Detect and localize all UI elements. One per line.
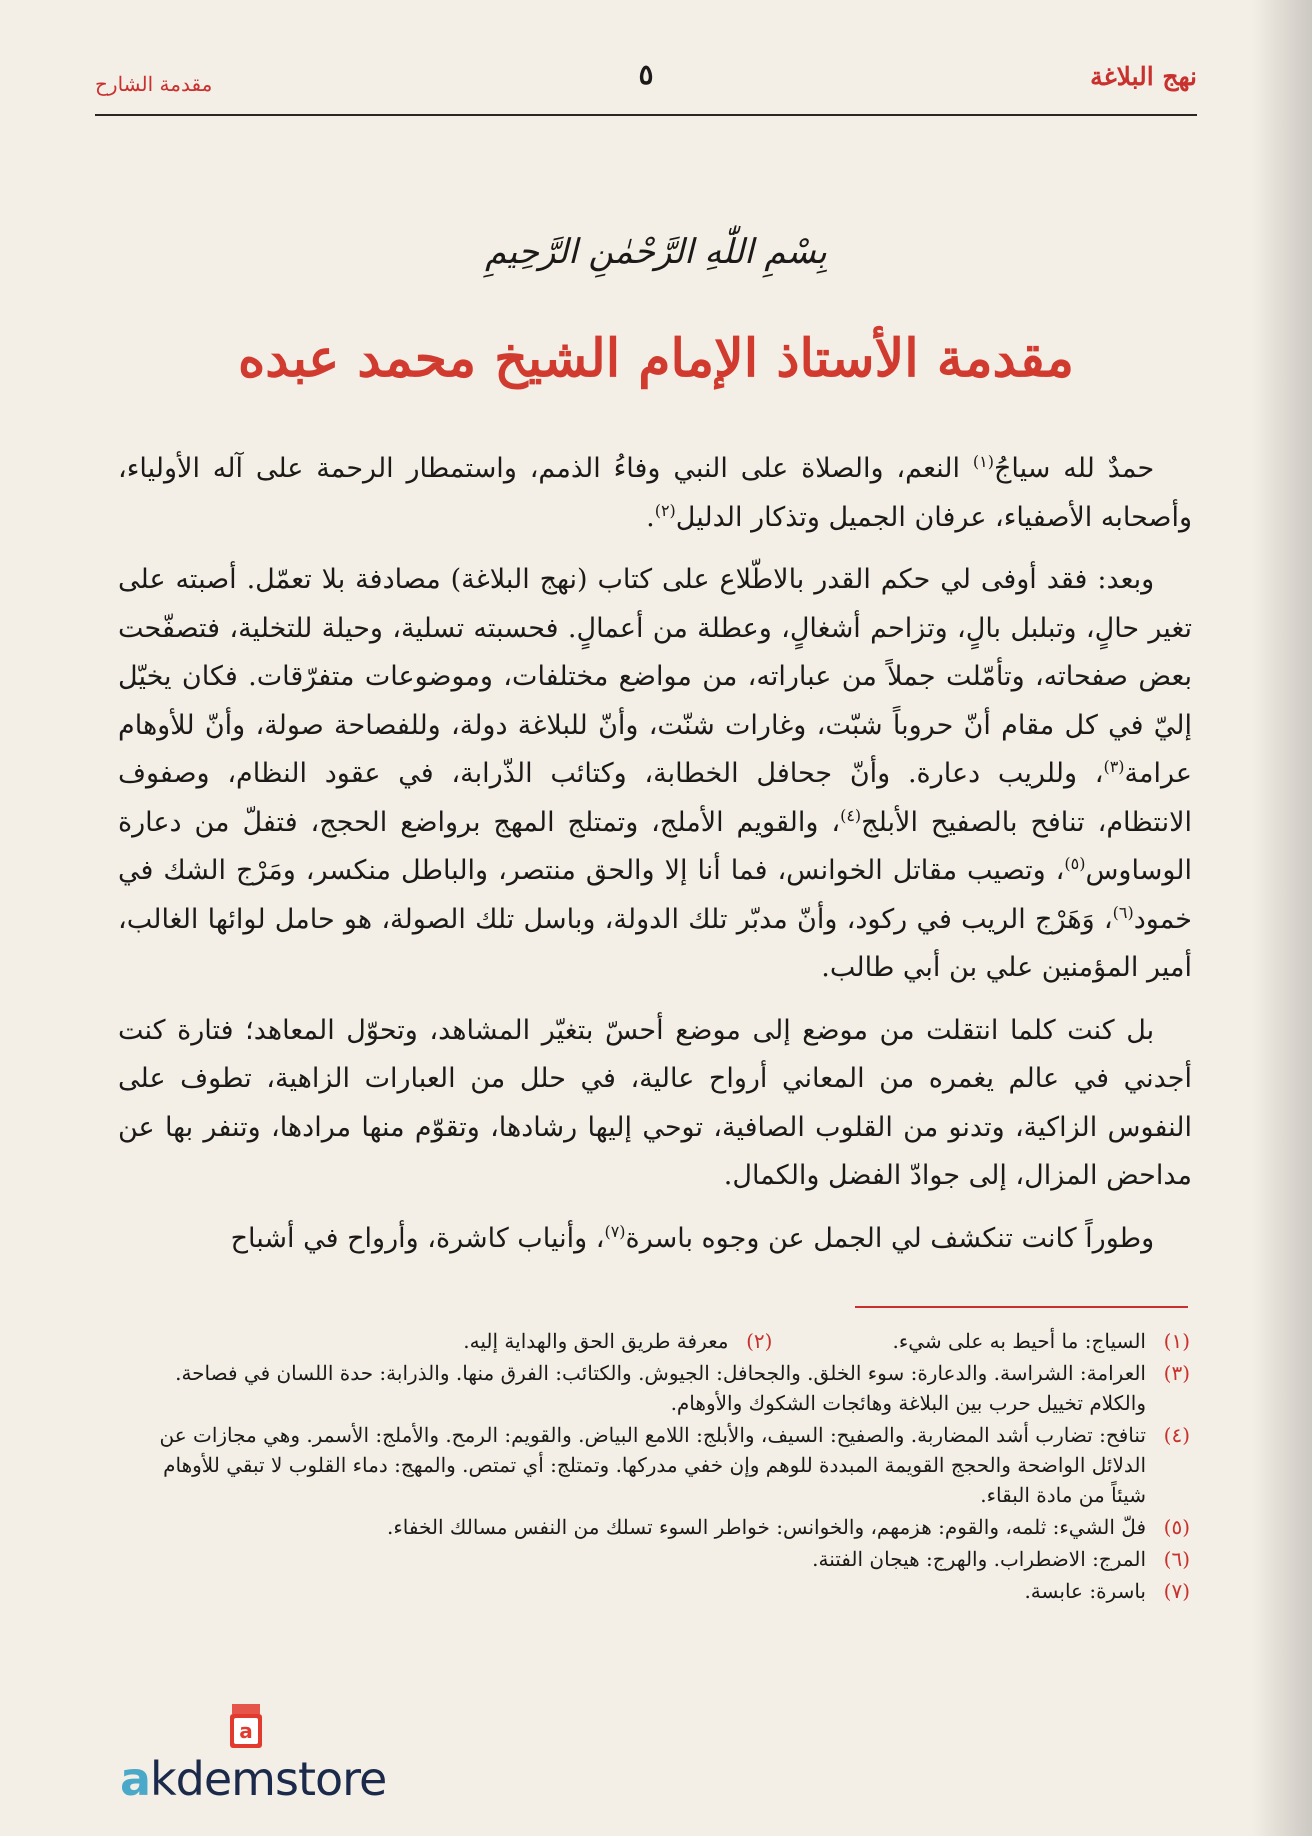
footnote-number: (٢) bbox=[746, 1329, 773, 1353]
footnote-divider bbox=[855, 1306, 1188, 1308]
footnote-text: المرج: الاضطراب. والهرج: هيجان الفتنة. bbox=[812, 1547, 1146, 1571]
footnote-row bbox=[135, 1512, 1190, 1542]
chapter-title: مقدمة الأستاذ الإمام الشيخ محمد عبده bbox=[237, 328, 1075, 389]
paragraph-text: وبعد: فقد أوفى لي حكم القدر بالاطّلاع على كتاب (نهج البلاغة) مصادفة بلا تعمّل. أصبته على تغير حالٍ، وتبلبل بالٍ، وتزاحم أشغالٍ، وعطلة من أعمالٍ. فحسبته تسلية، وحيلة للتخلية، فتصفّحت بعض صفحاته، وتأمّلت جملاً من عباراته، من مواضع مختلفات، وموضوعات متفرّقات. فكان يخيّل إليّ في كل مقام أنّ حروباً شبّت، وغارات شنّت، وأنّ للبلاغة دولة، وللفصاحة صولة، وأنّ للأوهام عرامة bbox=[118, 564, 1192, 789]
body-paragraph bbox=[118, 1007, 1192, 1201]
footnote-reference: (١) bbox=[972, 452, 994, 471]
paragraph-text: ، وَهَرْج الريب في ركود، وأنّ مدبّر تلك الدولة، وباسل تلك الصولة، هو حامل لوائها الغالب، أمير المؤمنين علي بن أبي طالب. bbox=[118, 903, 1192, 983]
paragraph-text: ، وأنياب كاشرة، وأرواح في أشباح bbox=[230, 1222, 605, 1254]
body-text bbox=[118, 445, 1192, 1277]
footnote-text: معرفة طريق الحق والهداية إليه. bbox=[463, 1329, 729, 1353]
footnote-number: (٤) bbox=[1163, 1423, 1190, 1447]
footnote-reference: (٢) bbox=[654, 500, 676, 520]
footnote-row bbox=[135, 1544, 1190, 1574]
body-paragraph bbox=[118, 445, 1192, 542]
paragraph-text: ، والقويم الأملج، وتمتلج المهج برواضع الحجج، فتفلّ من دعارة الوساوس bbox=[118, 806, 1192, 886]
footnote-row bbox=[135, 1358, 1190, 1418]
paragraph-text: وطوراً كانت تنكشف لي الجمل عن وجوه باسرة bbox=[625, 1222, 1155, 1254]
body-paragraph bbox=[118, 1215, 1192, 1264]
page-number: ٥ bbox=[638, 58, 654, 91]
footnote-reference: (٣) bbox=[1103, 757, 1125, 776]
book-icon bbox=[226, 1700, 266, 1752]
paragraph-text: حمدٌ لله سياجُ bbox=[993, 453, 1155, 484]
footnote-row bbox=[135, 1420, 1190, 1510]
footnote-row bbox=[135, 1326, 1190, 1356]
footnote-number: (٧) bbox=[1163, 1579, 1190, 1603]
page-edge-shadow bbox=[1252, 0, 1312, 1836]
footnotes bbox=[135, 1326, 1190, 1608]
footnote-row bbox=[135, 1576, 1190, 1606]
logo-wordmark bbox=[120, 1752, 386, 1806]
paragraph-text: ، وتصيب مقاتل الخوانس، فما أنا إلا والحق منتصر، والباطل منكسر، ومَرْج الشك في خمود bbox=[118, 855, 1192, 935]
footnote-reference: (٦) bbox=[1112, 902, 1134, 922]
header-divider bbox=[95, 114, 1197, 116]
footnote-reference: (٤) bbox=[840, 805, 862, 825]
section-title: مقدمة الشارح bbox=[95, 72, 213, 96]
footnote-number: (١) bbox=[1163, 1329, 1190, 1353]
footnote-number: (٦) bbox=[1163, 1547, 1190, 1571]
footnote-text: فلّ الشيء: ثلمه، والقوم: هزمهم، والخوانس: خواطر السوء تسلك من النفس مسالك الخفاء. bbox=[387, 1515, 1146, 1539]
paragraph-text: ، وللريب دعارة. وأنّ جحافل الخطابة، وكتائب الذّرابة، في عقود النظام، وصفوف الانتظام، تنافح بالصفيح الأبلج bbox=[118, 758, 1192, 838]
paragraph-text: . bbox=[646, 501, 655, 533]
basmala: بِسْمِ اللّٰهِ الرَّحْمٰنِ الرَّحِيمِ bbox=[485, 232, 827, 272]
footnote-text: تنافح: تضارب أشد المضاربة. والصفيح: السيف، والأبلج: اللامع البياض. والقويم: الرمح. والأملج: الأسمر. وهي مجازات عن الدلائل الواضحة والحجج القويمة المبددة للوهم وإن خفي مدركها. وتمتلج: أي تمتص. والمهج: دماء القلوب لا تبقي للأوهام شيئاً من مادة البقاء. bbox=[159, 1423, 1146, 1507]
logo-rest: kdemstore bbox=[150, 1752, 387, 1806]
footnote-reference: (٥) bbox=[1064, 854, 1086, 873]
store-logo bbox=[120, 1700, 400, 1820]
logo-first-letter: a bbox=[120, 1752, 151, 1806]
book-title: نهج البلاغة bbox=[1090, 62, 1197, 91]
footnote-inline bbox=[463, 1326, 772, 1356]
running-header bbox=[95, 58, 1197, 112]
footnote-number: (٣) bbox=[1163, 1361, 1190, 1385]
footnote-number: (٥) bbox=[1163, 1515, 1190, 1539]
paragraph-text: بل كنت كلما انتقلت من موضع إلى موضع أحسّ بتغيّر المشاهد، وتحوّل المعاهد؛ فتارة كنت أجدني في عالم يغمره من المعاني أرواح عالية، في حلل من العبارات الزاهية، تطوف على النفوس الزاكية، وتدنو من القلوب الصافية، توحي إليها رشادها، وتقوّم منها مرادها، وتنفر بها عن مداحض المزال، إلى جوادّ الفضل والكمال. bbox=[118, 1014, 1192, 1191]
footnote-text: السياج: ما أحيط به على شيء. bbox=[892, 1329, 1146, 1353]
paragraph-text: النعم، والصلاة على النبي وفاءُ الذمم، واستمطار الرحمة على آله الأولياء، وأصحابه الأصفياء، عرفان الجميل وتذكار الدليل bbox=[118, 453, 1192, 533]
footnote-reference: (٧) bbox=[604, 1221, 626, 1241]
footnote-text: العرامة: الشراسة. والدعارة: سوء الخلق. والجحافل: الجيوش. والكتائب: الفرق منها. والذرابة: حدة اللسان في فصاحة. والكلام تخييل حرب بين البلاغة وهائجات الشكوك والأوهام. bbox=[175, 1361, 1146, 1415]
body-paragraph bbox=[118, 556, 1192, 993]
footnote-text: باسرة: عابسة. bbox=[1024, 1579, 1146, 1603]
logo-icon-letter: a bbox=[239, 1719, 253, 1743]
